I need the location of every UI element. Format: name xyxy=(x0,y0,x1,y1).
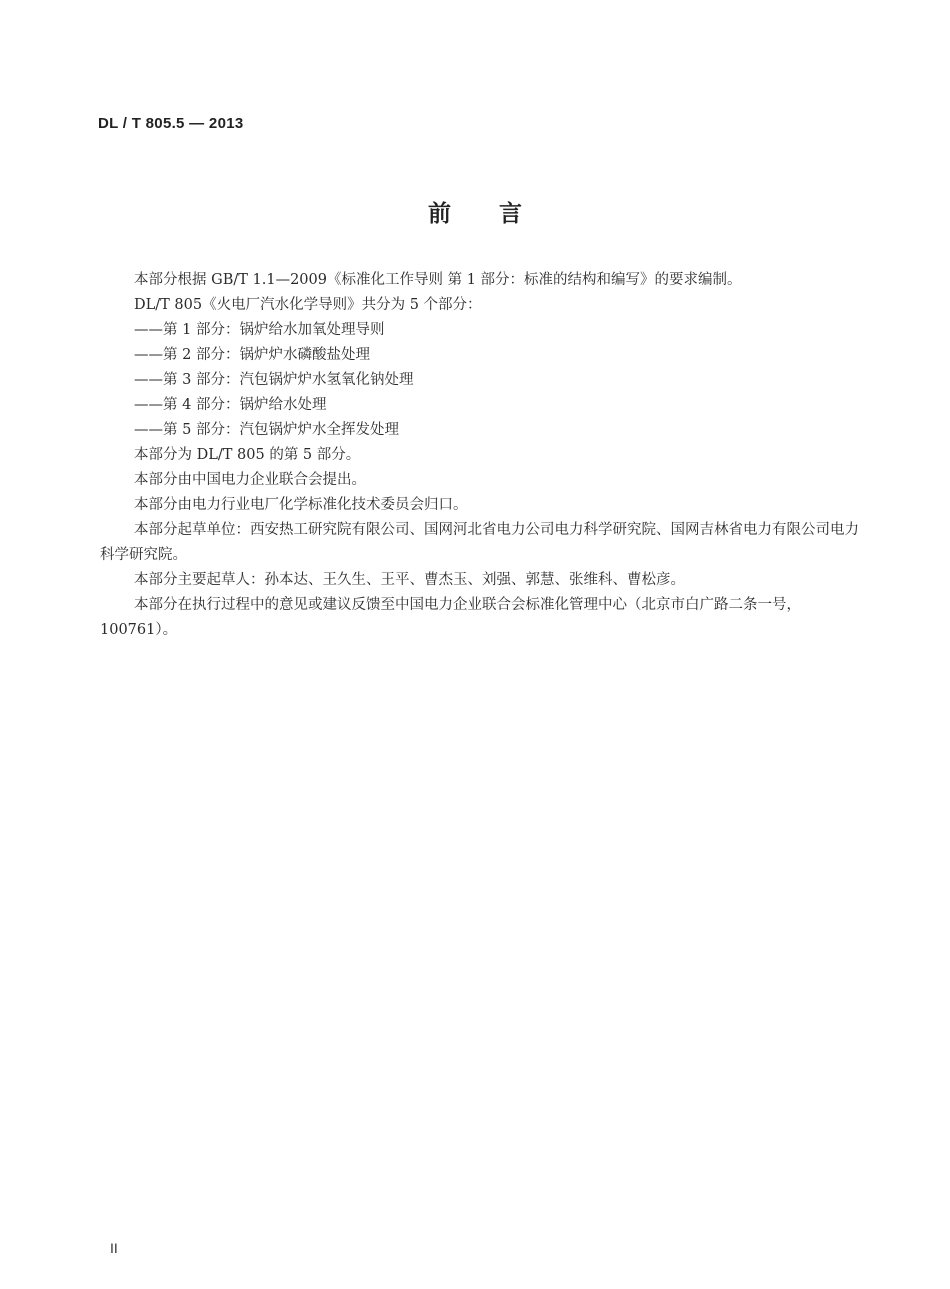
paragraph-basis: 本部分根据 GB/T 1.1—2009《标准化工作导则 第 1 部分：标准的结构和编写》的要求编制。 xyxy=(134,272,742,288)
paragraph-proposed-by: 本部分由中国电力企业联合会提出。 xyxy=(134,472,366,488)
list-item-part-3: ——第 3 部分：汽包锅炉炉水氢氧化钠处理 xyxy=(134,372,414,388)
list-item-part-5: ——第 5 部分：汽包锅炉炉水全挥发处理 xyxy=(134,422,399,438)
paragraph-this-part: 本部分为 DL/T 805 的第 5 部分。 xyxy=(134,447,361,463)
page-number: II xyxy=(110,1240,118,1256)
paragraph-drafting-units: 本部分起草单位：西安热工研究院有限公司、国网河北省电力公司电力科学研究院、国网吉林省电力有限公司电力科学研究院。 xyxy=(100,522,859,563)
paragraph-drafters: 本部分主要起草人：孙本达、王久生、王平、曹杰玉、刘强、郭慧、张维科、曹松彦。 xyxy=(134,572,685,588)
paragraph-administered-by: 本部分由电力行业电厂化学标准化技术委员会归口。 xyxy=(134,497,468,513)
paragraph-parts-intro: DL/T 805《火电厂汽水化学导则》共分为 5 个部分： xyxy=(134,297,482,313)
list-item-part-4: ——第 4 部分：锅炉给水处理 xyxy=(134,397,327,413)
list-item-part-1: ——第 1 部分：锅炉给水加氧处理导则 xyxy=(134,322,385,338)
list-item-part-2: ——第 2 部分：锅炉炉水磷酸盐处理 xyxy=(134,347,370,363)
paragraph-feedback: 本部分在执行过程中的意见或建议反馈至中国电力企业联合会标准化管理中心（北京市白广路二条一号，100761）。 xyxy=(100,597,801,638)
document-code-header: DL / T 805.5 — 2013 xyxy=(98,115,244,132)
page-title: 前言 xyxy=(428,201,570,227)
foreword-body xyxy=(100,268,860,643)
